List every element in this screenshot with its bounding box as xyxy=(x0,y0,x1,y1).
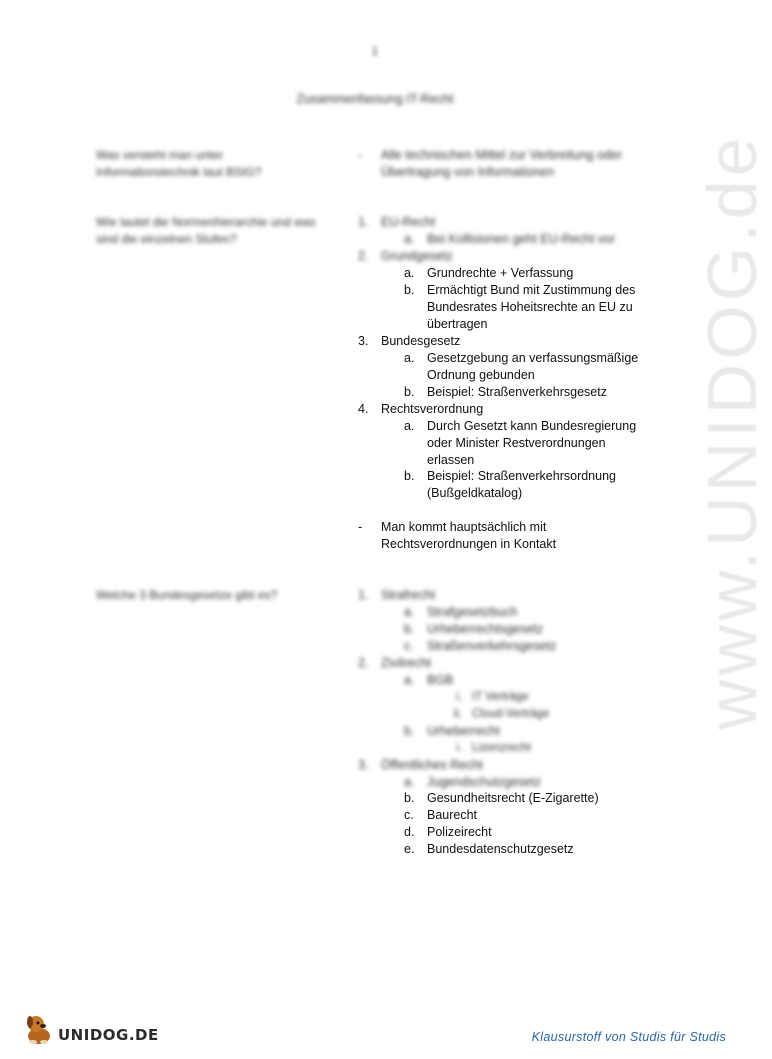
list-item-grundgesetz: Grundgesetz xyxy=(381,249,453,263)
footer-slogan: Klausurstoff von Studis für Studis xyxy=(531,1030,726,1044)
sub-item: Durch Gesetzt kann Bundesregierung oder Minister Restverordnungen erlassen xyxy=(427,419,637,467)
sub-item: Urheberrecht xyxy=(427,724,500,738)
sub-item: Gesetzgebung an verfassungsmäßige Ordnung gebunden xyxy=(427,351,639,382)
list-number: 3. xyxy=(358,334,369,348)
roman-number: i. xyxy=(456,742,462,754)
list-number: 3. xyxy=(358,758,369,772)
roman-item: Lizenzrecht xyxy=(472,742,531,754)
sub-letter: b. xyxy=(404,622,415,636)
sub-letter: b. xyxy=(404,724,415,738)
dog-mascot-icon xyxy=(22,1012,56,1046)
question-normenhierarchie: Wie lautet die Normenhierarchie und was sind die einzelnen Stufen? xyxy=(96,215,316,246)
sub-letter: d. xyxy=(404,825,415,839)
sub-item: Bei Kollisionen geht EU-Recht vor xyxy=(427,232,616,246)
roman-number: i. xyxy=(456,691,462,703)
list-item-eu-recht: EU-Recht xyxy=(381,215,436,229)
sub-letter: b. xyxy=(404,283,415,297)
list-number: 4. xyxy=(358,402,369,416)
question-bundesgesetze: Welche 3 Bundesgesetze gibt es? xyxy=(96,588,278,602)
sub-item: Urheberrechtsgesetz xyxy=(427,622,544,636)
note-rechtsverordnungen: Man kommt hauptsächlich mit Rechtsverordnungen in Kontakt xyxy=(381,520,557,551)
list-number: 2. xyxy=(358,249,369,263)
sub-letter: a. xyxy=(404,266,415,280)
sub-item: Bundesdatenschutzgesetz xyxy=(427,842,574,856)
sub-letter: a. xyxy=(404,605,415,619)
sub-letter: c. xyxy=(404,808,414,822)
sub-letter: e. xyxy=(404,842,415,856)
answer-dash: - xyxy=(358,148,363,162)
sub-letter: a. xyxy=(404,232,415,246)
question-informationstechnik: Was versteht man unter Informationstechnik laut BSIG? xyxy=(96,148,262,179)
sub-item: Strafgesetzbuch xyxy=(427,605,518,619)
sub-item: Ermächtigt Bund mit Zustimmung des Bundesrates Hoheitsrechte an EU zu übertragen xyxy=(427,283,636,331)
sub-item: Polizeirecht xyxy=(427,825,492,839)
roman-item: Cloud-Verträge xyxy=(472,708,550,720)
logo-text: UNIDOG.DE xyxy=(58,1026,159,1044)
sub-item: Beispiel: Straßenverkehrsordnung (Bußgeldkatalog) xyxy=(427,469,616,500)
document-title: Zusammenfassung IT-Recht xyxy=(296,92,454,106)
sub-item: Gesundheitsrecht (E-Zigarette) xyxy=(427,791,599,805)
sub-item: Jugendschutzgesetz xyxy=(427,775,541,789)
list-number: 1. xyxy=(358,215,369,229)
sub-item: Straßenverkehrsgesetz xyxy=(427,639,557,653)
list-number: 1. xyxy=(358,588,369,602)
answer-informationstechnik: Alle technischen Mittel zur Verbreitung oder Übertragung von Informationen xyxy=(381,148,623,179)
roman-number: ii. xyxy=(453,708,462,720)
sub-letter: a. xyxy=(404,673,415,687)
roman-item: IT Verträge xyxy=(472,691,529,703)
watermark-text: www.UNIDOG.de xyxy=(693,133,771,730)
list-item-strafrecht: Strafrecht xyxy=(381,588,436,602)
sub-letter: a. xyxy=(404,775,415,789)
sub-letter: a. xyxy=(404,419,415,433)
list-number: 2. xyxy=(358,656,369,670)
sub-item: BGB xyxy=(427,673,454,687)
list-item-bundesgesetz: Bundesgesetz xyxy=(381,334,461,348)
sub-letter: b. xyxy=(404,791,415,805)
page-number: 1 xyxy=(371,44,379,58)
sub-item: Grundrechte + Verfassung xyxy=(427,266,574,280)
sub-item: Baurecht xyxy=(427,808,478,822)
sub-letter: b. xyxy=(404,469,415,483)
list-item-zivilrecht: Zivilrecht xyxy=(381,656,432,670)
sub-letter: c. xyxy=(404,639,414,653)
sub-letter: b. xyxy=(404,385,415,399)
sub-item: Beispiel: Straßenverkehrsgesetz xyxy=(427,385,607,399)
note-dash: - xyxy=(358,520,363,534)
list-item-oeffentliches-recht: Öffentliches Recht xyxy=(381,758,483,772)
list-item-rechtsverordnung: Rechtsverordnung xyxy=(381,402,484,416)
unidog-logo[interactable] xyxy=(22,1012,162,1048)
sub-letter: a. xyxy=(404,351,415,365)
